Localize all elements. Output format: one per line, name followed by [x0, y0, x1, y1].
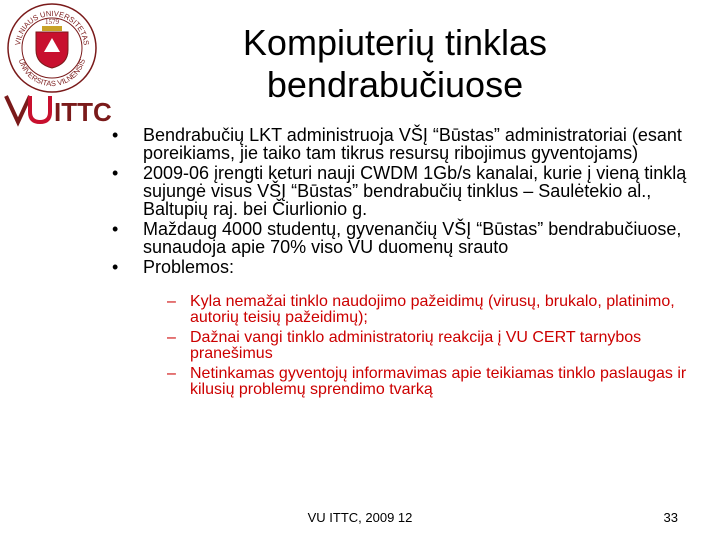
dash-marker: – — [167, 293, 176, 310]
bullet-item — [112, 126, 697, 162]
seal-year: 1579 — [45, 18, 59, 26]
sub-bullet-text: Netinkamas gyventojų informavimas apie teikiamas tinklo paslaugas ir kilusių problemų sprendimo tvarką — [190, 365, 687, 398]
sub-bullet-text: Kyla nemažai tinklo naudojimo pažeidimų (virusų, brukalo, platinimo, autorių teisių pažeidimų); — [190, 293, 675, 326]
bullet-marker: • — [112, 125, 119, 145]
vu-ittc-logo — [4, 92, 112, 127]
page-number: 33 — [663, 510, 678, 525]
crown-icon — [42, 26, 62, 31]
footer-text: VU ITTC, 2009 12 — [307, 510, 413, 525]
bullet-list — [112, 126, 697, 402]
vilnius-university-seal-logo — [6, 2, 98, 94]
sub-bullet-item — [167, 366, 697, 398]
title-line-1: Kompiuterių tinklas — [242, 22, 548, 63]
seal-bottom-text: UNIVERSITAS VILNENSIS — [16, 57, 88, 89]
bullet-item — [112, 258, 697, 398]
bullet-text: Maždaug 4000 studentų, gyvenančių VŠĮ “Būstas” bendrabučiuose, sunaudoja apie 70% viso VU duomenų srauto — [143, 219, 682, 257]
bullet-marker: • — [112, 257, 119, 277]
sub-bullet-text: Dažnai vangi tinklo administratorių reakcija į VU CERT tarnybos pranešimus — [190, 329, 642, 362]
seal-top-text: VILNIAUS UNIVERSITETAS — [13, 8, 91, 46]
bullet-marker: • — [112, 163, 119, 183]
sub-bullet-item — [167, 330, 697, 362]
dash-marker: – — [167, 365, 176, 382]
sub-bullet-list — [143, 294, 697, 398]
bullet-item — [112, 220, 697, 256]
title-line-2: bendrabučiuose — [266, 64, 524, 105]
ittc-logo-text: ITTC — [54, 97, 112, 127]
bullet-marker: • — [112, 219, 119, 239]
sub-bullet-item — [167, 294, 697, 326]
bullet-text: Problemos: — [143, 257, 235, 277]
slide-title — [160, 22, 630, 106]
bullet-item — [112, 164, 697, 218]
dash-marker: – — [167, 329, 176, 346]
bullet-text: 2009-06 įrengti keturi nauji CWDM 1Gb/s kanalai, kurie į vieną tinklą sujungė visus VŠĮ “Būstas” bendrabučių tinklus – Saulėtekio al., Baltupių raj. bei Čiurlionio g. — [143, 163, 687, 219]
bullet-text: Bendrabučių LKT administruoja VŠĮ “Būstas” administratoriai (esant poreikiams, jie taiko tam tikrus resursų ribojimus gyventojams) — [143, 125, 682, 163]
